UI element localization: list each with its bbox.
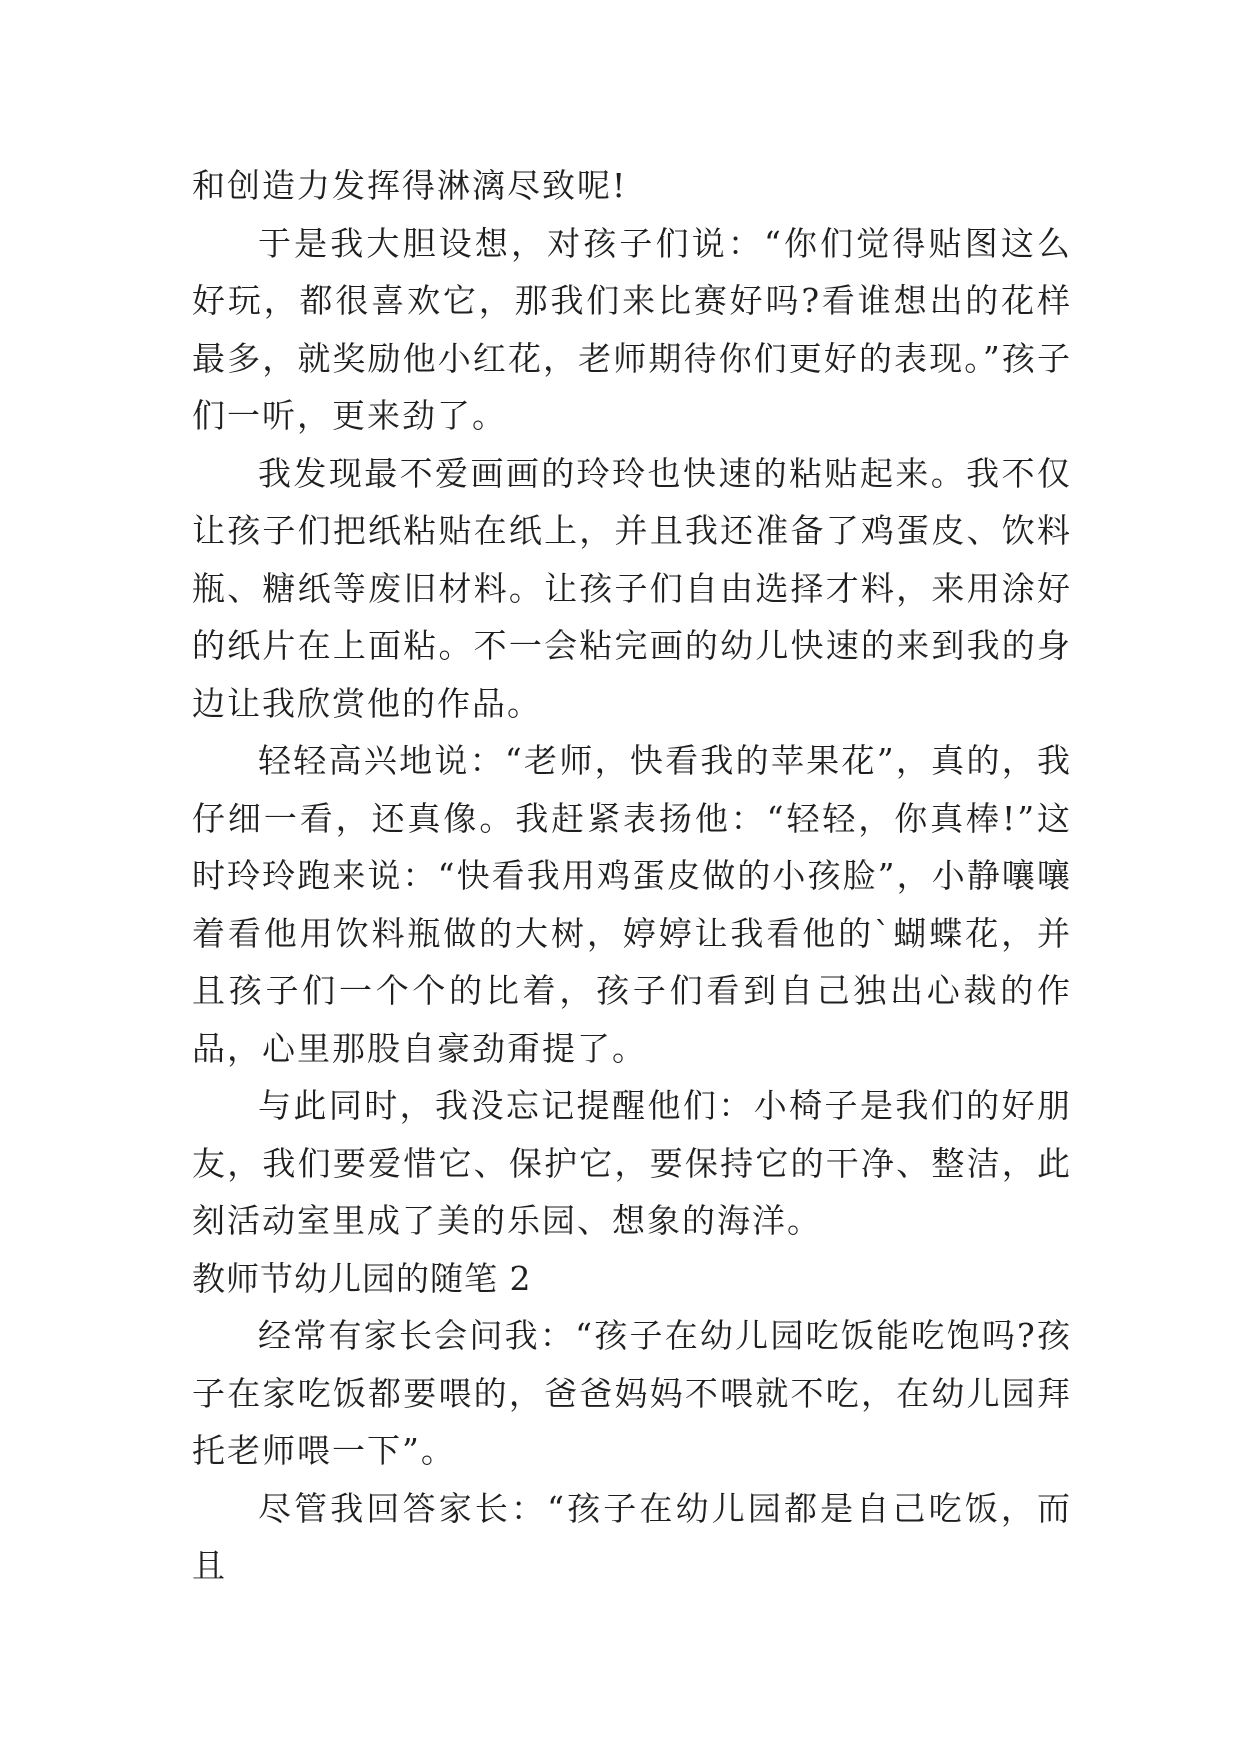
paragraph-collage-materials: 我发现最不爱画画的玲玲也快速的粘贴起来。我不仅让孩子们把纸粘贴在纸上，并且我还准备了鸡蛋皮、饮料瓶、糖纸等废旧材料。让孩子们自由选择才料，来用涂好的纸片在上面粘。不一会粘完画的幼儿快速的来到我的身边让我欣赏他的作品。: [192, 453, 1072, 723]
section-heading: 教师节幼儿园的随笔 2: [192, 1258, 532, 1298]
paragraph-parents-question: 经常有家长会问我：“孩子在幼儿园吃饭能吃饱吗?孩子在家吃饭都要喂的，爸爸妈妈不喂就不吃，在幼儿园拜托老师喂一下”。: [192, 1316, 1072, 1470]
paragraph-contest-proposal: 于是我大胆设想，对孩子们说：“你们觉得贴图这么好玩，都很喜欢它，那我们来比赛好吗?看谁想出的花样最多，就奖励他小红花，老师期待你们更好的表现。”孩子们一听，更来劲了。: [192, 223, 1072, 435]
paragraph-children-works: 轻轻高兴地说：“老师，快看我的苹果花”，真的，我仔细一看，还真像。我赶紧表扬他：“轻轻，你真棒!”这时玲玲跑来说：“快看我用鸡蛋皮做的小孩脸”，小静嚷嚷着看他用饮料瓶做的大树，婷婷让我看他的`蝴蝶花，并且孩子们一个个的比着，孩子们看到自己独出心裁的作品，心里那股自豪劲甭提了。: [192, 741, 1072, 1068]
paragraph-continuation: 和创造力发挥得淋漓尽致呢!: [192, 166, 628, 205]
document-body: [192, 157, 1072, 1595]
paragraph-chair-reminder: 与此同时，我没忘记提醒他们：小椅子是我们的好朋友，我们要爱惜它、保护它，要保持它的干净、整洁，此刻活动室里成了美的乐园、想象的海洋。: [192, 1086, 1072, 1240]
paragraph-answer-start: 尽管我回答家长：“孩子在幼儿园都是自己吃饭，而且: [192, 1488, 1072, 1585]
